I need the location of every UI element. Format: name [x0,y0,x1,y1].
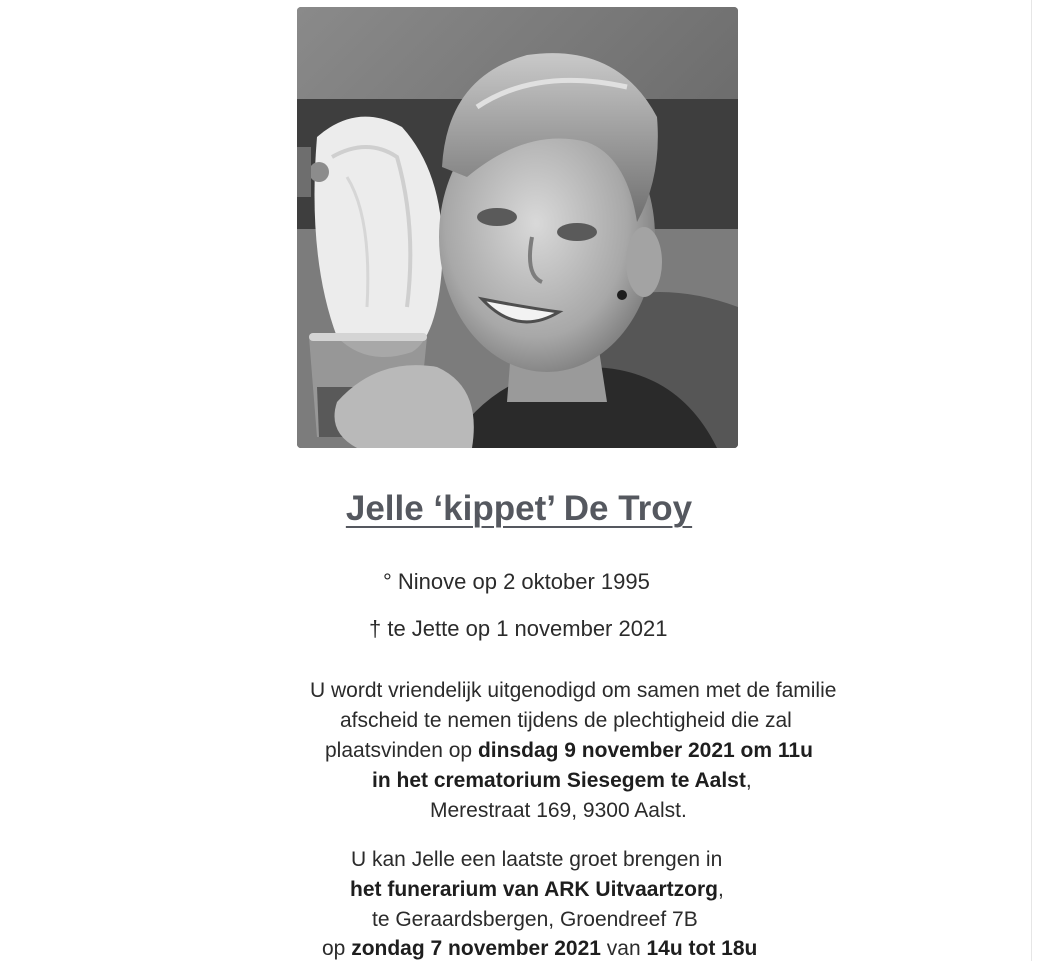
page-edge-rule [1031,0,1032,961]
ceremony-line-2: afscheid te nemen tijdens de plechtigheid die zal [340,709,792,732]
visit-address: te Geraardsbergen, Groendreef 7B [372,908,698,931]
deceased-name-text: Jelle ‘kippet’ De Troy [345,489,693,528]
ceremony-date-prefix: plaatsvinden op [325,739,478,762]
visit-location: het funerarium van ARK Uitvaartzorg [350,878,718,901]
visit-time-connector: van [600,937,647,960]
ceremony-address: Merestraat 169, 9300 Aalst. [430,799,687,822]
visit-time: 14u tot 18u [646,937,758,960]
visit-line-4 [322,935,757,963]
ceremony-location-suffix: , [745,769,752,792]
visit-date-prefix: op [322,937,352,960]
deceased-name [0,488,1038,530]
ceremony-line-1: U wordt vriendelijk uitgenodigd om samen met de familie [310,679,837,702]
portrait-photo [297,7,738,448]
ceremony-location: in het crematorium Siesegem te Aalst [372,769,746,792]
visit-location-suffix: , [717,878,724,901]
ceremony-line-3 [325,737,813,765]
ceremony-line-4 [372,767,752,795]
ceremony-date: dinsdag 9 november 2021 om 11u [477,739,813,762]
portrait-illustration [297,7,738,448]
visit-line-1: U kan Jelle een laatste groet brengen in [351,848,723,871]
visit-line-2 [350,876,724,904]
visit-date: zondag 7 november 2021 [351,937,601,960]
death-line: † te Jette op 1 november 2021 [369,616,668,641]
birth-line: ° Ninove op 2 oktober 1995 [383,569,650,594]
